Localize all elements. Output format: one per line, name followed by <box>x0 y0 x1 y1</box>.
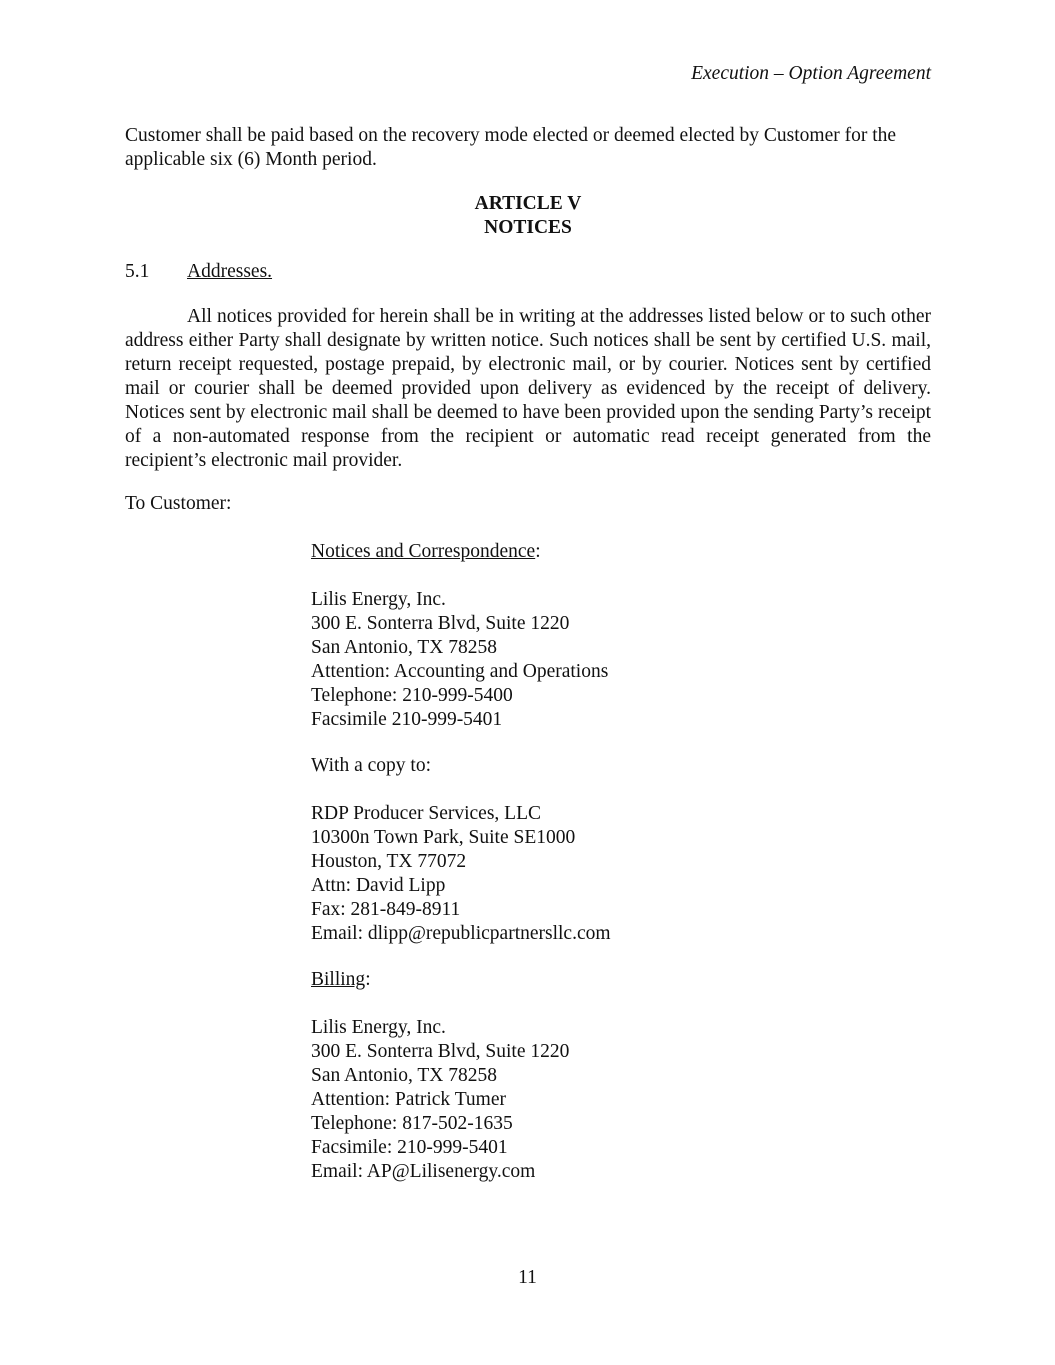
address-line: Email: AP@Lilisenergy.com <box>311 1161 536 1182</box>
copy-to-address <box>311 802 611 946</box>
address-line: Facsimile: 210-999-5401 <box>311 1137 508 1158</box>
article-number: ARTICLE V <box>474 193 582 214</box>
section-number: 5.1 <box>125 261 150 282</box>
address-line: Telephone: 817-502-1635 <box>311 1113 513 1134</box>
address-line: RDP Producer Services, LLC <box>311 803 541 824</box>
address-line: Telephone: 210-999-5400 <box>311 685 513 706</box>
page-number: 11 <box>518 1267 537 1288</box>
billing-heading: Billing: <box>311 969 371 990</box>
running-header: Execution – Option Agreement <box>691 63 931 84</box>
intro-paragraph: Customer shall be paid based on the recovery mode elected or deemed elected by Customer for the applicable six (6) Month period. <box>125 125 897 170</box>
address-line: Fax: 281-849-8911 <box>311 899 461 920</box>
article-title: NOTICES <box>484 217 572 238</box>
article-heading <box>125 192 931 240</box>
copy-to-label: With a copy to: <box>311 755 431 776</box>
notices-paragraph: All notices provided for herein shall be in writing at the addresses listed below or to such other address either Party shall designate by written notice. Such notices shall be sent by certified U.S. mail, return receipt requested, postage prepaid, by electronic mail, or by courier. Notices sent by certified mail or courier shall be deemed provided upon delivery as evidenced by the receipt of delivery. Notices sent by electronic mail shall be deemed to have been provided upon the sending Party’s receipt of a non-automated response from the recipient or automatic read receipt generated from the recipient’s electronic mail provider. <box>125 306 931 471</box>
billing-address <box>311 1016 569 1184</box>
correspondence-heading: Notices and Correspondence: <box>311 541 541 562</box>
address-line: Attention: Accounting and Operations <box>311 661 609 682</box>
address-line: 300 E. Sonterra Blvd, Suite 1220 <box>311 1041 570 1062</box>
address-line: 10300n Town Park, Suite SE1000 <box>311 827 576 848</box>
billing-heading-text: Billing <box>311 969 366 990</box>
address-line: Facsimile 210-999-5401 <box>311 709 503 730</box>
to-customer-label: To Customer: <box>125 493 232 514</box>
address-line: 300 E. Sonterra Blvd, Suite 1220 <box>311 613 570 634</box>
section-title: Addresses. <box>187 261 273 282</box>
correspondence-address <box>311 588 608 732</box>
address-line: Lilis Energy, Inc. <box>311 1017 446 1038</box>
section-heading <box>125 260 272 284</box>
address-line: Email: dlipp@republicpartnersllc.com <box>311 923 611 944</box>
address-line: Attention: Patrick Tumer <box>311 1089 506 1110</box>
address-line: San Antonio, TX 78258 <box>311 637 497 658</box>
address-line: Houston, TX 77072 <box>311 851 467 872</box>
address-line: Lilis Energy, Inc. <box>311 589 446 610</box>
address-line: Attn: David Lipp <box>311 875 446 896</box>
address-line: San Antonio, TX 78258 <box>311 1065 497 1086</box>
correspondence-heading-text: Notices and Correspondence <box>311 541 536 562</box>
